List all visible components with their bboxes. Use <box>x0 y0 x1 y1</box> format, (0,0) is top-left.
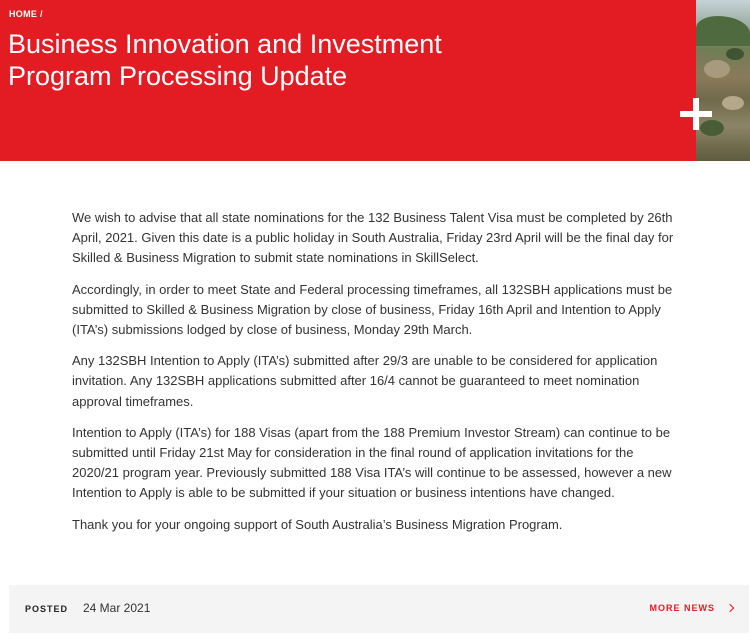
article-footer <box>9 585 749 633</box>
chevron-right-icon <box>726 604 734 612</box>
article-paragraph: Intention to Apply (ITA’s) for 188 Visas (apart from the 188 Premium Investor Stream) can continue to be submitted until Friday 21st May for consideration in the final round of application invitations for the 2020/21 program year. Previously submitted 188 Visa ITA’s will continue to be assessed, however a new Intention to Apply is able to be submitted if your situation or business intentions have changed. <box>72 424 672 501</box>
header-landscape-image <box>696 0 750 161</box>
breadcrumb-separator: / <box>40 9 43 19</box>
breadcrumb <box>9 9 43 19</box>
posted-label: POSTED <box>25 604 69 614</box>
plus-icon[interactable] <box>680 98 712 130</box>
breadcrumb-home-link[interactable]: HOME <box>9 9 38 19</box>
article-body <box>72 208 684 546</box>
page-title: Business Innovation and Investment Program Processing Update <box>8 29 442 91</box>
article-paragraph: Any 132SBH Intention to Apply (ITA’s) submitted after 29/3 are unable to be considered for application invitation. Any 132SBH applications submitted after 16/4 cannot be guaranteed to meet nomination approval timeframes. <box>72 353 658 409</box>
more-news-link[interactable] <box>649 603 733 613</box>
article-paragraph: We wish to advise that all state nominations for the 132 Business Talent Visa must be completed by 26th April, 2021. Given this date is a public holiday in South Australia, Friday 23rd April will be the final day for Skilled & Business Migration to submit state nominations in SkillSelect. <box>72 210 674 266</box>
page-header-banner <box>0 0 696 161</box>
article-paragraph: Thank you for your ongoing support of South Australia’s Business Migration Program. <box>72 516 563 532</box>
article-paragraph: Accordingly, in order to meet State and Federal processing timeframes, all 132SBH applications must be submitted to Skilled & Business Migration by close of business, Friday 16th April and Intention to Apply (ITA’s) submissions lodged by close of business, Monday 29th March. <box>72 281 673 338</box>
more-news-label: MORE NEWS <box>649 603 715 613</box>
posted-date: 24 Mar 2021 <box>83 601 151 615</box>
